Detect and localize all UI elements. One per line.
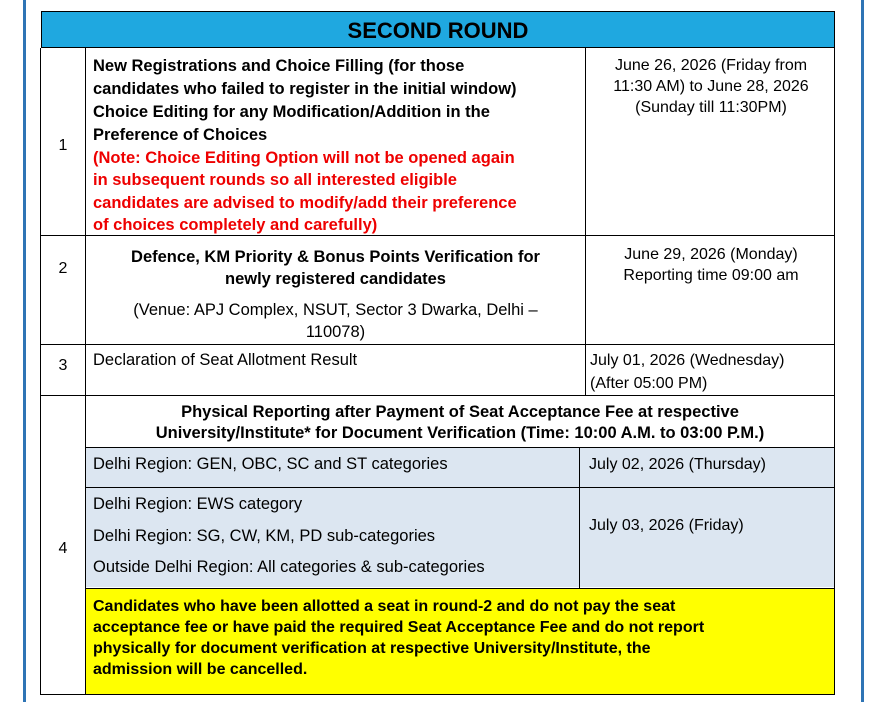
left-page-border — [23, 0, 26, 702]
row3-date-line-1: July 01, 2026 (Wednesday) — [590, 352, 785, 369]
round-title: SECOND ROUND — [41, 11, 835, 48]
number-column-divider — [85, 48, 86, 694]
row-divider-2 — [40, 344, 835, 345]
warning-line-2: acceptance fee or have paid the required Seat Acceptance Fee and do not report — [93, 619, 705, 636]
row-number: 4 — [58, 540, 68, 557]
row1-date-line-2: 11:30 AM) to June 28, 2026 — [613, 78, 809, 95]
round4-heading-divider — [85, 447, 835, 448]
row1-note-line-3: candidates are advised to modify/add their preference — [93, 194, 517, 212]
row-number: 2 — [58, 260, 68, 277]
row-number: 1 — [58, 137, 68, 154]
row1-line-1: New Registrations and Choice Filling (for those — [93, 57, 465, 75]
row1-line-3: Choice Editing for any Modification/Addition in the — [93, 103, 490, 121]
row1-note-line-4: of choices completely and carefully) — [93, 216, 378, 234]
date-column-divider — [585, 48, 586, 395]
row2-date-line-1: June 29, 2026 (Monday) — [624, 246, 798, 263]
round4-item: Delhi Region: SG, CW, KM, PD sub-categories — [93, 527, 436, 545]
row4-heading-line-2: University/Institute* for Document Verification (Time: 10:00 A.M. to 03:00 P.M.) — [155, 424, 765, 442]
row3-text: Declaration of Seat Allotment Result — [93, 351, 358, 369]
round4-date: July 03, 2026 (Friday) — [589, 517, 744, 534]
row1-note-line-2: in subsequent rounds so all interested eligible — [93, 171, 457, 189]
row1-line-4: Preference of Choices — [93, 126, 268, 144]
warning-line-3: physically for document verification at respective University/Institute, the — [93, 640, 651, 657]
row2-title-line-2: newly registered candidates — [224, 270, 446, 288]
row2-date-line-2: Reporting time 09:00 am — [623, 267, 799, 284]
table-right-border — [834, 48, 835, 694]
row-divider-3 — [40, 395, 835, 396]
row1-date-line-3: (Sunday till 11:30PM) — [635, 99, 787, 116]
row3-date-line-2: (After 05:00 PM) — [590, 375, 708, 392]
round4-date-divider — [579, 447, 580, 588]
row1-note-line-1: (Note: Choice Editing Option will not be opened again — [93, 149, 515, 167]
round4-item: Delhi Region: GEN, OBC, SC and ST categories — [93, 455, 448, 473]
row1-line-2: candidates who failed to register in the initial window) — [93, 80, 517, 98]
right-page-border — [861, 0, 864, 702]
table-bottom-border — [40, 694, 835, 695]
round4-date: July 02, 2026 (Thursday) — [589, 456, 766, 473]
row4-heading-line-1: Physical Reporting after Payment of Seat Acceptance Fee at respective — [181, 403, 739, 421]
round4-item: Outside Delhi Region: All categories & sub-categories — [93, 558, 485, 576]
row2-title-line-1: Defence, KM Priority & Bonus Points Verification for — [131, 248, 540, 266]
row-number: 3 — [58, 357, 68, 374]
warning-line-4: admission will be cancelled. — [93, 661, 308, 678]
round4-warning-divider — [85, 588, 835, 589]
round4-subrow-divider — [85, 487, 835, 488]
round4-item: Delhi Region: EWS category — [93, 495, 303, 513]
row1-date-line-1: June 26, 2026 (Friday from — [614, 57, 808, 74]
row2-venue-line-2: 110078) — [305, 323, 366, 341]
warning-line-1: Candidates who have been allotted a seat in round-2 and do not pay the seat — [93, 598, 676, 615]
row2-venue-line-1: (Venue: APJ Complex, NSUT, Sector 3 Dwarka, Delhi – — [133, 301, 538, 319]
